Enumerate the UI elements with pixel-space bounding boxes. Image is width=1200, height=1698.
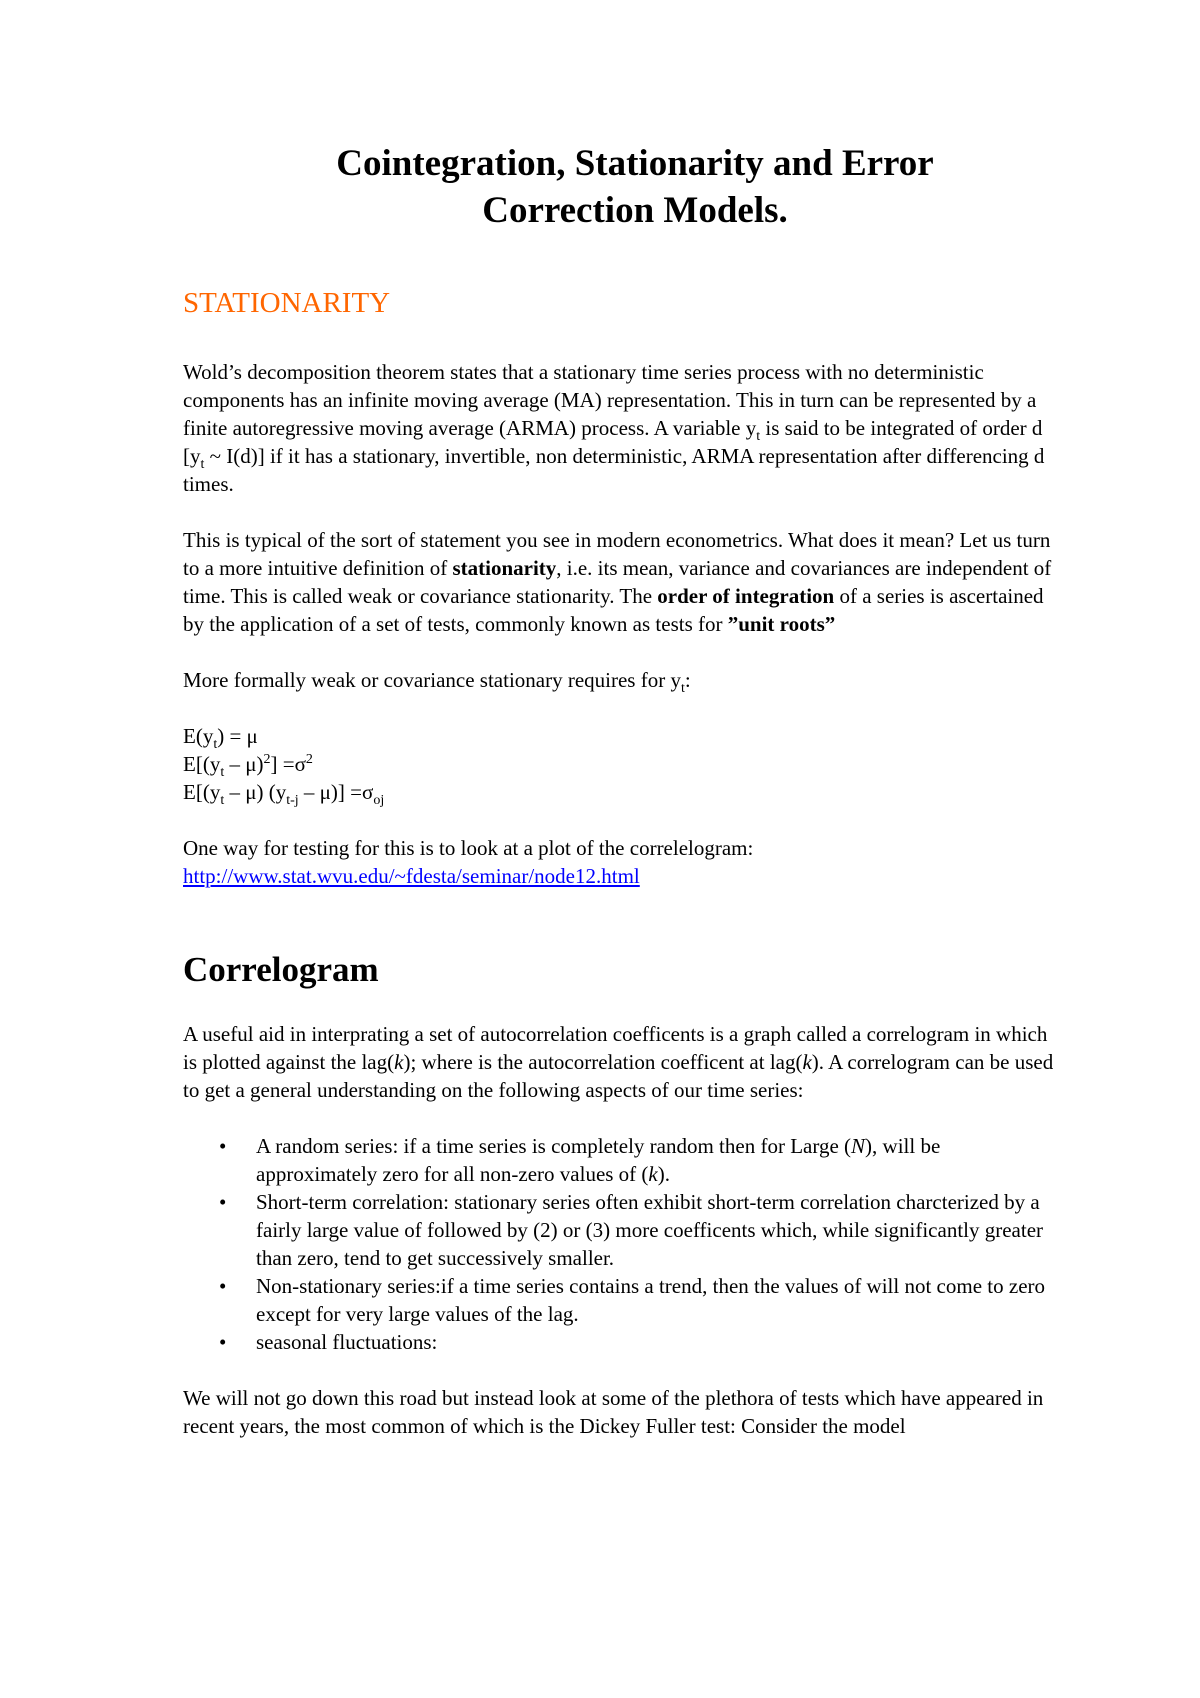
text-run: A useful aid in interprating a set of autocorrelation coefficents is a graph called a correlogram in which is plotted against the lag( — [183, 1022, 1048, 1074]
text-run: We will not go down this road but instead look at some of the plethora of tests which have appeared in recent years, the most common of which is the Dickey Fuller test: Consider the model — [183, 1386, 1044, 1438]
bullet-icon: • — [219, 1134, 227, 1158]
equation-block — [183, 722, 1063, 809]
list-item — [183, 1328, 1063, 1356]
text-run: Short-term correlation: stationary series often exhibit short-term correlation charcterized by a fairly large value of followed by (2) or (3) more coefficents which, while significantly greater than zero, tend to get successively smaller. — [256, 1190, 1044, 1270]
bullet-icon: • — [219, 1274, 227, 1298]
text-run: One way for testing for this is to look at a plot of the correlelogram: — [183, 836, 754, 860]
text-run: : — [684, 668, 691, 692]
stationarity-paragraph-1 — [183, 358, 1063, 498]
text-run: Non-stationary series:if a time series contains a trend, then the values of will not come to zero except for very large values of the lag. — [256, 1274, 1046, 1326]
text-run: – μ)] =σ — [298, 780, 374, 804]
title-line-2: Correction Models. — [482, 190, 788, 231]
document-content — [183, 140, 1063, 1440]
text-run: ); where is the autocorrelation coefficent at lag( — [403, 1050, 803, 1074]
bold-term-order-of-integration: order of integration — [657, 584, 835, 608]
subscript: t — [680, 681, 685, 697]
superscript: 2 — [263, 752, 271, 767]
bullet-icon: • — [219, 1190, 227, 1214]
bold-term-unit-roots: ”unit roots” — [727, 612, 836, 636]
text-run: ) = μ — [217, 724, 258, 748]
equation-variance — [183, 750, 1063, 781]
equation-mean — [183, 722, 1063, 753]
title-line-1: Cointegration, Stationarity and Error — [336, 143, 934, 184]
bullet-icon: • — [219, 1330, 227, 1354]
list-item — [183, 1188, 1063, 1272]
text-run: E[(y — [183, 752, 221, 776]
stationarity-paragraph-3 — [183, 666, 1063, 697]
text-run: – μ) — [224, 752, 264, 776]
italic-k: k — [802, 1050, 812, 1074]
text-run: More formally weak or covariance stationary requires for y — [183, 668, 681, 692]
subscript: t — [200, 457, 205, 473]
text-run: This is typical of the sort of statement you see in modern econometrics. What does it mean? Let us turn to a more intuitive definition of — [183, 528, 1051, 580]
correlogram-heading: Correlogram — [183, 950, 379, 989]
text-run: ~ I(d)] if it has a stationary, invertible, non deterministic, ARMA representation after differencing d times. — [183, 444, 1045, 496]
subscript: t-j — [286, 793, 299, 809]
subscript: t — [213, 737, 218, 753]
subscript: oj — [373, 793, 385, 809]
text-run: ), will be approximately zero for all non-zero values of ( — [256, 1134, 941, 1186]
correlogram-link[interactable]: http://www.stat.wvu.edu/~fdesta/seminar/node12.html — [183, 864, 640, 888]
stationarity-paragraph-4 — [183, 834, 1063, 890]
bold-term-stationarity: stationarity — [452, 556, 557, 580]
text-run: – μ) (y — [224, 780, 287, 804]
text-run: is said to be integrated of order d [y — [183, 416, 1043, 468]
subscript: t — [220, 793, 225, 809]
correlogram-paragraph-2 — [183, 1384, 1063, 1440]
text-run: seasonal fluctuations: — [256, 1330, 438, 1354]
italic-n: N — [851, 1134, 866, 1158]
stationarity-heading: STATIONARITY — [183, 287, 391, 319]
text-run: A random series: if a time series is completely random then for Large ( — [256, 1134, 852, 1158]
stationarity-paragraph-2 — [183, 526, 1063, 638]
text-run: E(y — [183, 724, 214, 748]
text-run: , i.e. its mean, variance and covariances are independent of time. This is called weak or covariance stationarity. The — [183, 556, 1052, 608]
text-run: ). — [657, 1162, 670, 1186]
list-item — [183, 1272, 1063, 1328]
text-run: E[(y — [183, 780, 221, 804]
italic-k: k — [648, 1162, 658, 1186]
correlogram-paragraph-1 — [183, 1020, 1063, 1104]
subscript: t — [756, 429, 761, 445]
superscript: 2 — [305, 752, 313, 767]
text-run: ] =σ — [270, 752, 306, 776]
text-run: Wold’s decomposition theorem states that a stationary time series process with no deterministic components has an infinite moving average (MA) representation. This in turn can be represented by a finite autoregressive moving average (ARMA) process. A variable y — [183, 360, 1037, 440]
subscript: t — [220, 765, 225, 781]
list-item — [183, 1132, 1063, 1188]
equation-covariance — [183, 778, 1063, 809]
page-title — [183, 140, 1063, 234]
text-run: ). A correlogram can be used to get a general understanding on the following aspects of our time series: — [183, 1050, 1054, 1102]
italic-k: k — [394, 1050, 404, 1074]
text-run: of a series is ascertained by the application of a set of tests, commonly known as tests for — [183, 584, 1044, 636]
aspects-list — [183, 1132, 1063, 1356]
